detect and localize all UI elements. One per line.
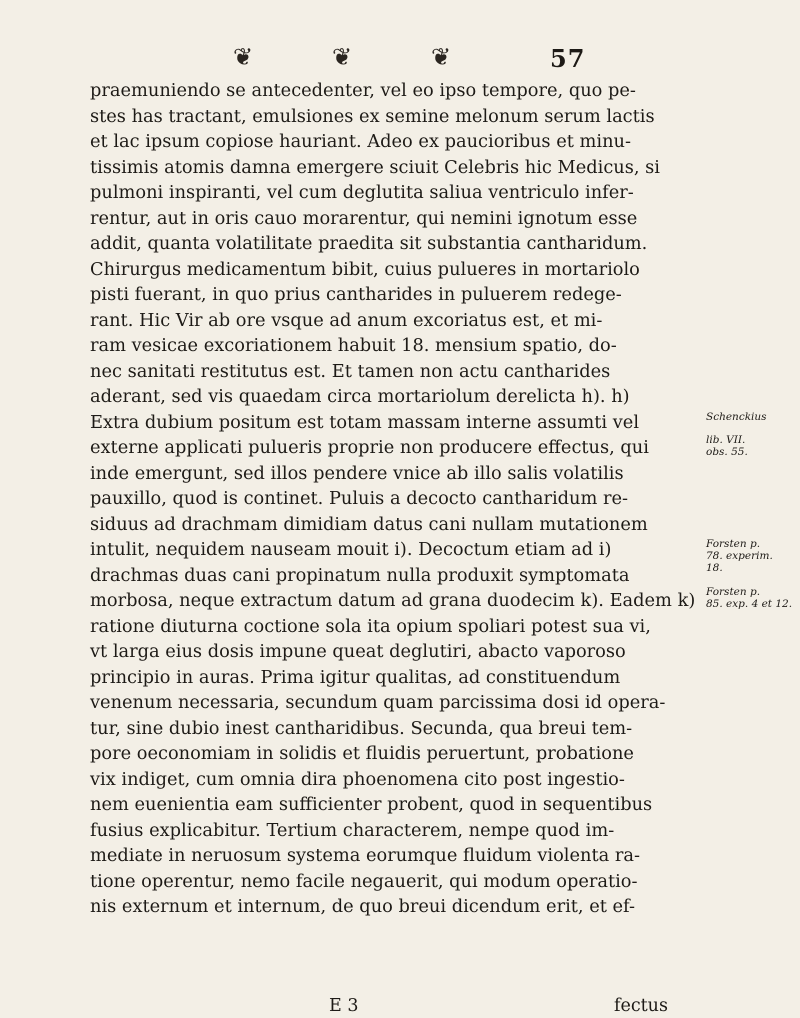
text-line: morbosa, neque extractum datum ad grana duodecim k). Eadem k) bbox=[90, 590, 696, 611]
page-number: 57 bbox=[550, 44, 586, 73]
ornament-icon: ❦ bbox=[430, 43, 452, 71]
text-line: mediate in neruosum systema eorumque fluidum violenta ra- bbox=[90, 845, 640, 866]
text-line: siduus ad drachmam dimidiam datus cani nullam mutationem bbox=[90, 513, 648, 535]
margin-note-line: 78. experim. bbox=[706, 550, 773, 562]
header-ornaments bbox=[0, 44, 800, 74]
text-line: vix indiget, cum omnia dira phoenomena cito post ingestio- bbox=[90, 768, 625, 790]
body-text bbox=[90, 78, 696, 920]
text-line: et lac ipsum copiose hauriant. Adeo ex paucioribus et minu- bbox=[90, 131, 631, 152]
margin-note-line: obs. 55. bbox=[706, 446, 748, 458]
text-line: externe applicati pulueris proprie non producere effectus, qui bbox=[90, 437, 649, 458]
text-line: pauxillo, quod is continet. Puluis a decocto cantharidum re- bbox=[90, 488, 629, 509]
signature-mark: E 3 bbox=[329, 996, 359, 1016]
text-line: vt larga eius dosis impune queat deglutiri, abacto vaporoso bbox=[90, 641, 626, 662]
margin-note-line: lib. VII. bbox=[706, 434, 746, 446]
ornament-icon: ❦ bbox=[331, 43, 353, 71]
text-line: venenum necessaria, secundum quam parcissima dosi id opera- bbox=[90, 692, 666, 713]
margin-note bbox=[706, 411, 800, 423]
margin-note-line: Schenckius bbox=[706, 411, 767, 423]
text-line: tur, sine dubio inest cantharidibus. Secunda, qua breui tem- bbox=[90, 717, 633, 739]
text-line: fusius explicabitur. Tertium characterem, nempe quod im- bbox=[90, 819, 615, 841]
text-line: Extra dubium positum est totam massam interne assumti vel bbox=[90, 411, 640, 433]
text-line: stes has tractant, emulsiones ex semine melonum serum lactis bbox=[90, 105, 655, 127]
text-line: pore oeconomiam in solidis et fluidis peruertunt, probatione bbox=[90, 743, 634, 764]
margin-note-line: 85. exp. 4 et 12. bbox=[706, 598, 793, 610]
text-line: aderant, sed vis quaedam circa mortariolum derelicta h). h) bbox=[90, 386, 630, 407]
text-line: addit, quanta volatilitate praedita sit substantia cantharidum. bbox=[90, 233, 648, 254]
text-line: pisti fuerant, in quo prius cantharides in puluerem redege- bbox=[90, 284, 622, 305]
text-line: nis externum et internum, de quo breui dicendum erit, et ef- bbox=[90, 896, 636, 917]
text-line: nec sanitati restitutus est. Et tamen non actu cantharides bbox=[90, 360, 611, 382]
margin-note bbox=[706, 538, 800, 574]
text-line: ram vesicae excoriationem habuit 18. mensium spatio, do- bbox=[90, 335, 617, 356]
text-line: intulit, nequidem nauseam mouit i). Decoctum etiam ad i) bbox=[90, 539, 612, 560]
text-line: principio in auras. Prima igitur qualitas, ad constituendum bbox=[90, 666, 621, 688]
margin-note-line: Forsten p. bbox=[706, 538, 761, 550]
text-line: inde emergunt, sed illos pendere vnice ab illo salis volatilis bbox=[90, 462, 624, 484]
text-line: nem euenientia eam sufficienter probent, quod in sequentibus bbox=[90, 794, 653, 815]
text-line: tissimis atomis damna emergere sciuit Celebris hic Medicus, si bbox=[90, 156, 660, 178]
text-line: rentur, aut in oris cauo morarentur, qui nemini ignotum esse bbox=[90, 207, 638, 229]
margin-note bbox=[706, 586, 800, 610]
text-line: pulmoni inspiranti, vel cum deglutita saliua ventriculo infer- bbox=[90, 182, 634, 203]
catchword: fectus bbox=[614, 996, 668, 1016]
text-line: tione operentur, nemo facile negauerit, qui modum operatio- bbox=[90, 870, 638, 892]
text-line: Chirurgus medicamentum bibit, cuius pulueres in mortariolo bbox=[90, 258, 640, 280]
text-line: drachmas duas cani propinatum nulla produxit symptomata bbox=[90, 564, 630, 586]
margin-note-line: Forsten p. bbox=[706, 586, 761, 598]
margin-note-line: 18. bbox=[706, 562, 723, 574]
ornament-icon: ❦ bbox=[232, 43, 254, 71]
margin-note bbox=[706, 434, 800, 458]
text-line: rant. Hic Vir ab ore vsque ad anum excoriatus est, et mi- bbox=[90, 309, 603, 331]
text-line: praemuniendo se antecedenter, vel eo ipso tempore, quo pe- bbox=[90, 80, 636, 101]
text-line: ratione diuturna coctione sola ita opium spoliari potest sua vi, bbox=[90, 615, 651, 637]
